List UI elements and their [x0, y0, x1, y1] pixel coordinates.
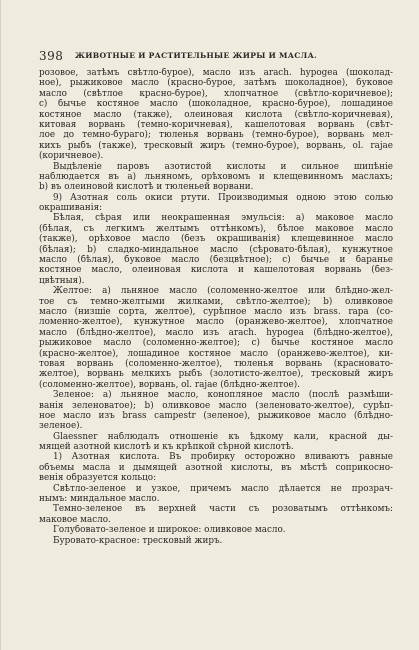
- text-line: цвѣтныя).: [39, 275, 85, 286]
- text-line: 9) Азотная соль окиси ртути. Производимыя одною этою солью: [53, 192, 393, 203]
- text-line: зеленое).: [39, 421, 83, 432]
- text-line: Голубовато-зеленое и широкое: оливковое масло.: [53, 525, 286, 536]
- text-line: Зеленое: a) льняное масло, конопляное масло (послѣ размѣши-: [53, 390, 393, 401]
- text-line: тое съ темно-желтыми жилками, свѣтло-желтое); b) оливковое: [39, 296, 393, 307]
- text-line: костяное масло, олеиновая кислота и кашелотовая ворвань (без-: [39, 265, 393, 276]
- text-line: желтое), ворвань мелкихъ рыбъ (золотисто-желтое), тресковый жиръ: [39, 369, 393, 380]
- text-line: окрашиванія:: [39, 203, 103, 214]
- text-line: Желтое: a) льняное масло (соломенно-желтое или блѣдно-жел-: [53, 286, 393, 297]
- text-line: венія образуется кольцо:: [39, 473, 157, 484]
- text-line: объемы масла и дымящей азотной кислоты, въ мѣстѣ соприкосно-: [39, 462, 393, 473]
- text-line: (также), орѣховое масло (безъ окрашиванія) клещевинное масло: [39, 234, 393, 245]
- text-line: (соломенно-желтое), ворвань, ol. rajae (блѣдно-желтое).: [39, 379, 300, 390]
- text-line: нымъ: миндальное масло.: [39, 494, 160, 505]
- text-line: китовая ворвань (темно-коричневая), кашелотовая ворвань (свѣт-: [39, 119, 393, 130]
- text-line: (бѣлая, съ легкимъ желтымъ оттѣнкомъ), бѣлое маковое масло: [39, 223, 393, 234]
- page-number: 398: [39, 49, 64, 63]
- text-line: масло (блѣдно-желтое), масло изъ arach. hypogea (блѣдно-желтое),: [39, 327, 393, 338]
- text-line: лое до темно-бураго); тюленья ворвань (темно-бурое), ворвань мел-: [39, 130, 393, 141]
- text-line: c) бычье костяное масло (шоколадное, красно-бурое), лошадиное: [39, 99, 393, 110]
- running-title: ЖИВОТНЫЕ И РАСТИТЕЛЬНЫЕ ЖИРЫ И МАСЛА.: [75, 51, 318, 60]
- text-line: рыжиковое масло (соломенно-желтое); c) бычье костяное масло: [39, 338, 393, 349]
- body-text: [39, 68, 393, 546]
- text-line: Свѣтло-зеленое и узкое, причемъ масло дѣлается не прозрач-: [53, 483, 393, 494]
- text-line: (бѣлая); b) сладко-миндальное масло (сѣровато-бѣлая), кунжутное: [39, 244, 393, 255]
- text-line: ное), рыжиковое масло (красно-бурое, затѣмъ шоколадное), буковое: [39, 78, 393, 89]
- text-line: Glaessner наблюдалъ отношеніе къ ѣдкому кали, красной ды-: [53, 431, 393, 442]
- text-line: (красно-желтое), лошадиное костяное масло (оранжево-желтое), ки-: [39, 348, 393, 359]
- text-line: b) въ олеиновой кислотѣ и тюленьей ворвани.: [39, 182, 254, 193]
- text-line: ломенно-желтое), кунжутное масло (оранжево-желтое), хлопчатное: [39, 317, 393, 328]
- text-line: Бѣлая, сѣрая или неокрашенная эмульсія: a) маковое масло: [53, 213, 393, 224]
- text-line: Выдѣленіе паровъ азотистой кислоты и сильное шипѣніе: [53, 161, 393, 172]
- text-line: кихъ рыбъ (также), тресковый жиръ (темно-бурое), ворвань, ol. rajae: [39, 140, 393, 151]
- text-line: 1) Азотная кислота. Въ пробирку осторожно вливаютъ равные: [53, 452, 393, 463]
- text-line: товая ворвань (соломенно-желтое), тюленья ворвань (красновато-: [39, 358, 393, 369]
- text-line: масло (бѣлая), буковое масло (безцвѣтное); c) бычье и баранье: [39, 255, 393, 266]
- text-line: масло (свѣтлое красно-бурое), хлопчатное (свѣтло-коричневое);: [39, 88, 393, 99]
- text-line: Темно-зеленое въ верхней части съ розоватымъ оттѣнкомъ:: [53, 504, 393, 515]
- text-line: розовое, затѣмъ свѣтло-бурое), масло изъ arach. hypogea (шоколад-: [39, 68, 393, 78]
- running-head: [39, 49, 389, 63]
- text-line: Буровато-красное: тресковый жиръ.: [53, 535, 223, 546]
- text-line: (коричневое).: [39, 151, 104, 162]
- text-line: мящей азотной кислотѣ и къ крѣпкой сѣрной кислотѣ.: [39, 442, 294, 453]
- text-line: ное масло изъ brass campestr (зеленое), рыжиковое масло (блѣдно-: [39, 410, 393, 421]
- text-line: наблюдается въ a) льняномъ, орѣховомъ и клещевинномъ маслахъ;: [39, 171, 393, 182]
- text-line: ванія зеленоватое); b) оливковое масло (зеленовато-желтое), сурѣп-: [39, 400, 393, 411]
- text-line: костяное масло (также), олеиновая кислота (свѣтло-коричневая),: [39, 109, 393, 120]
- text-line: маковое масло.: [39, 514, 111, 525]
- text-line: масло (низшіе сорта, желтое), сурѣпное масло изъ brass. rapa (со-: [39, 306, 393, 317]
